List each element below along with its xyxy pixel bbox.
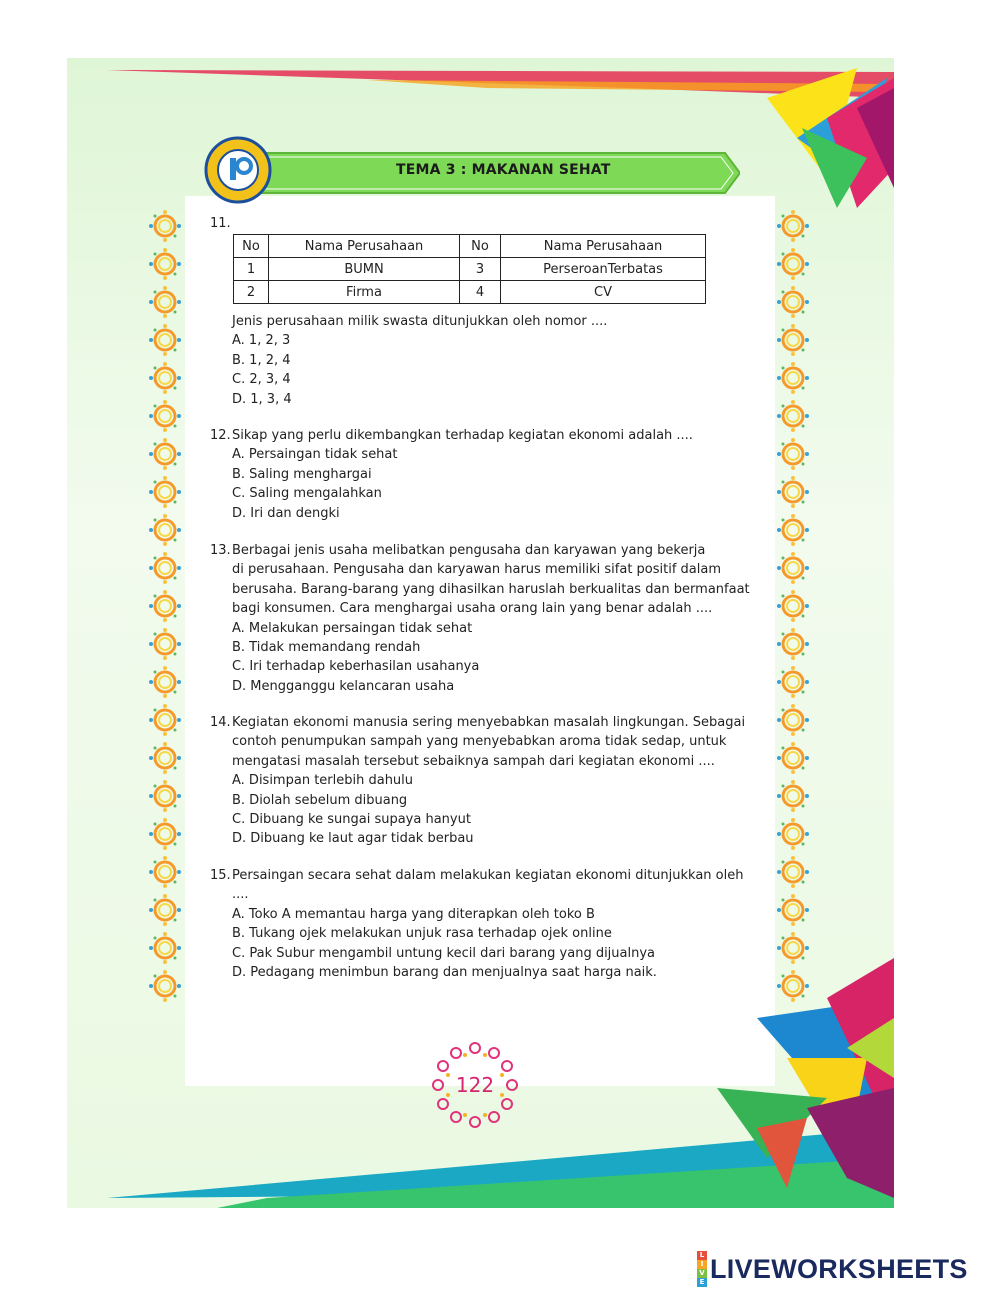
company-table [233, 234, 706, 304]
option-b[interactable]: B. Tukang ojek melakukan unjuk rasa terhadap ojek online [232, 926, 612, 942]
question-text-line: 15.Persaingan secara sehat dalam melakukan kegiatan ekonomi ditunjukkan oleh [210, 868, 744, 883]
option-a[interactable]: A. Persaingan tidak sehat [232, 447, 398, 463]
question-text: 12.Sikap yang perlu dikembangkan terhadap kegiatan ekonomi adalah .... [210, 428, 693, 443]
page-number-badge [430, 1040, 520, 1130]
option-b[interactable]: B. Saling menghargai [232, 466, 372, 482]
table-header-row [234, 235, 706, 258]
liveworksheets-logo [697, 1252, 968, 1286]
question-text-line: di perusahaan. Pengusaha dan karyawan harus memiliki sifat positif dalam [232, 562, 722, 578]
brand-box-letter: E [697, 1278, 707, 1287]
option-b[interactable]: B. Tidak memandang rendah [232, 640, 421, 656]
option-d[interactable]: D. Iri dan dengki [232, 505, 340, 521]
page-number: 122 [455, 1073, 495, 1097]
brand-box-letter: V [697, 1269, 707, 1278]
school-logo-icon [204, 136, 272, 204]
option-c[interactable]: C. 2, 3, 4 [232, 372, 291, 388]
table-cell: BUMN [269, 258, 460, 281]
table-row [234, 281, 706, 304]
table-header-cell: Nama Perusahaan [501, 235, 706, 258]
table-header-cell: No [460, 235, 501, 258]
question-text-line: berusaha. Barang-barang yang dihasilkan haruslah berkualitas dan bermanfaat [232, 581, 750, 597]
option-c[interactable]: C. Iri terhadap keberhasilan usahanya [232, 659, 480, 675]
option-a[interactable]: A. Toko A memantau harga yang diterapkan oleh toko B [232, 906, 595, 922]
question-text: Jenis perusahaan milik swasta ditunjukkan oleh nomor .... [232, 314, 608, 329]
question-11-number: 11. [210, 216, 231, 231]
option-c[interactable]: C. Pak Subur mengambil untung kecil dari barang yang dijualnya [232, 945, 656, 961]
option-a[interactable]: A. Melakukan persaingan tidak sehat [232, 620, 473, 636]
table-cell: 1 [234, 258, 269, 281]
option-d[interactable]: D. Dibuang ke laut agar tidak berbau [232, 831, 474, 847]
table-cell: 4 [460, 281, 501, 304]
option-d[interactable]: D. 1, 3, 4 [232, 391, 292, 407]
brand-icon [697, 1251, 707, 1287]
brand-box-letter: I [697, 1260, 707, 1269]
option-a[interactable]: A. 1, 2, 3 [232, 333, 291, 349]
table-cell: PerseroanTerbatas [501, 258, 706, 281]
option-a[interactable]: A. Disimpan terlebih dahulu [232, 773, 414, 789]
table-cell: 3 [460, 258, 501, 281]
question-12 [210, 426, 693, 523]
question-text-line: 14.Kegiatan ekonomi manusia sering menyebabkan masalah lingkungan. Sebagai [210, 715, 746, 730]
question-13 [210, 541, 750, 696]
brand-name: LIVEWORKSHEETS [710, 1253, 968, 1284]
question-11 [210, 312, 607, 409]
question-text-line: .... [232, 887, 249, 903]
question-14 [210, 713, 750, 849]
question-text-line: contoh penumpukan sampah yang menyebabkan aroma tidak sedap, untuk [232, 734, 727, 750]
question-15 [210, 866, 750, 982]
table-row [234, 258, 706, 281]
question-text-line: bagi konsumen. Cara menghargai usaha orang lain yang benar adalah .... [232, 601, 713, 617]
option-c[interactable]: C. Dibuang ke sungai supaya hanyut [232, 812, 471, 828]
table-cell: CV [501, 281, 706, 304]
table-cell: Firma [269, 281, 460, 304]
left-ornament-border [145, 208, 185, 1018]
option-d[interactable]: D. Pedagang menimbun barang dan menjualnya saat harga naik. [232, 965, 657, 981]
option-b[interactable]: B. 1, 2, 4 [232, 352, 291, 368]
option-c[interactable]: C. Saling mengalahkan [232, 486, 382, 502]
brand-box-letter: L [697, 1251, 707, 1260]
table-header-cell: No [234, 235, 269, 258]
theme-title: TEMA 3 : MAKANAN SEHAT [396, 162, 611, 178]
table-cell: 2 [234, 281, 269, 304]
option-d[interactable]: D. Mengganggu kelancaran usaha [232, 678, 455, 694]
table-header-cell: Nama Perusahaan [269, 235, 460, 258]
question-text-line: mengatasi masalah tersebut sebaiknya sampah dari kegiatan ekonomi .... [232, 753, 715, 769]
option-b[interactable]: B. Diolah sebelum dibuang [232, 792, 408, 808]
question-text-line: 13.Berbagai jenis usaha melibatkan pengusaha dan karyawan yang bekerja [210, 543, 706, 558]
right-ornament-border [773, 208, 813, 1018]
